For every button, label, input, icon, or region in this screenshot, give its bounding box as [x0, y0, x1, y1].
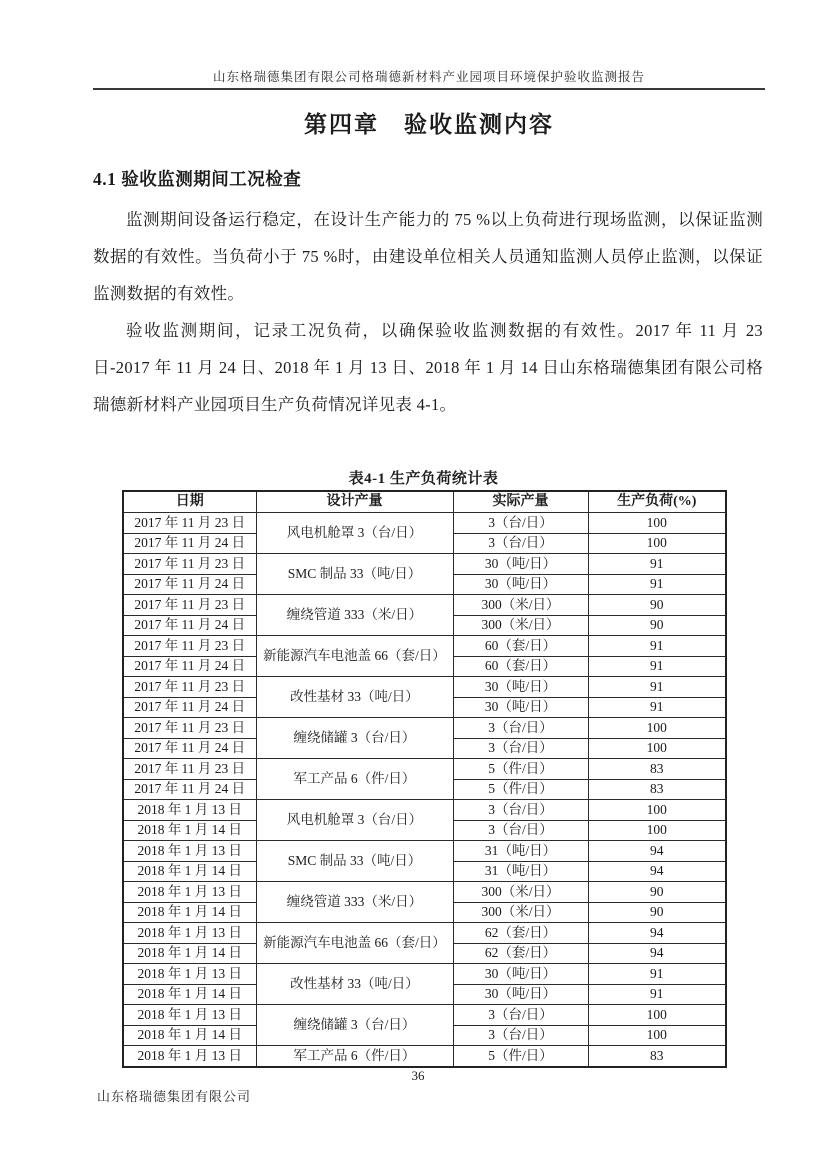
production-load-cell: 90 — [588, 902, 726, 923]
table-row — [123, 1046, 726, 1067]
actual-output-cell: 60（套/日） — [453, 656, 588, 677]
production-load-cell: 91 — [588, 677, 726, 698]
table-row — [123, 513, 726, 534]
date-cell: 2018 年 1 月 13 日 — [123, 1005, 256, 1026]
actual-output-cell: 31（吨/日） — [453, 841, 588, 862]
design-output-cell: 军工产品 6（件/日） — [256, 759, 453, 800]
header-divider — [93, 88, 765, 90]
date-cell: 2017 年 11 月 24 日 — [123, 779, 256, 800]
production-load-cell: 91 — [588, 984, 726, 1005]
date-cell: 2018 年 1 月 13 日 — [123, 923, 256, 944]
production-load-cell: 91 — [588, 964, 726, 985]
actual-output-cell: 62（套/日） — [453, 923, 588, 944]
production-load-cell: 100 — [588, 820, 726, 841]
actual-output-cell: 31（吨/日） — [453, 861, 588, 882]
production-load-cell: 83 — [588, 759, 726, 780]
production-load-cell: 91 — [588, 697, 726, 718]
production-load-cell: 83 — [588, 779, 726, 800]
production-load-cell: 90 — [588, 595, 726, 616]
table-row — [123, 841, 726, 862]
actual-output-cell: 3（台/日） — [453, 738, 588, 759]
actual-output-cell: 30（吨/日） — [453, 984, 588, 1005]
production-load-cell: 91 — [588, 656, 726, 677]
table-caption: 表4-1 生产负荷统计表 — [348, 471, 499, 487]
design-output-cell: SMC 制品 33（吨/日） — [256, 554, 453, 595]
production-load-cell: 91 — [588, 554, 726, 575]
actual-output-cell: 30（吨/日） — [453, 964, 588, 985]
table-row — [123, 800, 726, 821]
date-cell: 2018 年 1 月 13 日 — [123, 841, 256, 862]
actual-output-cell: 300（米/日） — [453, 615, 588, 636]
date-cell: 2017 年 11 月 23 日 — [123, 595, 256, 616]
production-load-cell: 100 — [588, 513, 726, 534]
column-header-date: 日期 — [123, 491, 256, 513]
production-load-cell: 91 — [588, 574, 726, 595]
chapter-title: 第四章 验收监测内容 — [304, 112, 554, 137]
design-output-cell: 改性基材 33（吨/日） — [256, 964, 453, 1005]
table-row — [123, 677, 726, 698]
date-cell: 2017 年 11 月 24 日 — [123, 738, 256, 759]
section-heading: 4.1 验收监测期间工况检查 — [93, 169, 302, 189]
production-load-table — [122, 490, 727, 1068]
actual-output-cell: 60（套/日） — [453, 636, 588, 657]
design-output-cell: 风电机舱罩 3（台/日） — [256, 513, 453, 554]
actual-output-cell: 3（台/日） — [453, 820, 588, 841]
production-load-cell: 100 — [588, 718, 726, 739]
date-cell: 2017 年 11 月 23 日 — [123, 513, 256, 534]
date-cell: 2018 年 1 月 14 日 — [123, 1025, 256, 1046]
date-cell: 2018 年 1 月 14 日 — [123, 984, 256, 1005]
actual-output-cell: 30（吨/日） — [453, 697, 588, 718]
table-header-row — [123, 491, 726, 513]
table-row — [123, 923, 726, 944]
paragraph-load-record: 验收监测期间，记录工况负荷，以确保验收监测数据的有效性。2017 年 11 月 23 日-2017 年 11 月 24 日、2018 年 1 月 13 日、2018 年 1 月 14 日山东格瑞德集团有限公司格瑞德新材料产业园项目生产负荷情况详见表 4-1。 — [93, 321, 763, 414]
date-cell: 2018 年 1 月 13 日 — [123, 964, 256, 985]
column-header-production-load: 生产负荷(%) — [588, 491, 726, 513]
date-cell: 2017 年 11 月 24 日 — [123, 615, 256, 636]
date-cell: 2017 年 11 月 24 日 — [123, 533, 256, 554]
production-load-cell: 94 — [588, 861, 726, 882]
production-load-cell: 100 — [588, 1025, 726, 1046]
design-output-cell: 新能源汽车电池盖 66（套/日） — [256, 923, 453, 964]
column-header-actual-output: 实际产量 — [453, 491, 588, 513]
table-row — [123, 882, 726, 903]
date-cell: 2018 年 1 月 13 日 — [123, 1046, 256, 1067]
date-cell: 2018 年 1 月 13 日 — [123, 882, 256, 903]
actual-output-cell: 3（台/日） — [453, 533, 588, 554]
body-text-block — [93, 201, 763, 423]
actual-output-cell: 30（吨/日） — [453, 574, 588, 595]
date-cell: 2018 年 1 月 14 日 — [123, 943, 256, 964]
design-output-cell: 缠绕储罐 3（台/日） — [256, 718, 453, 759]
date-cell: 2017 年 11 月 23 日 — [123, 718, 256, 739]
actual-output-cell: 3（台/日） — [453, 1025, 588, 1046]
date-cell: 2017 年 11 月 24 日 — [123, 574, 256, 595]
actual-output-cell: 62（套/日） — [453, 943, 588, 964]
paragraph-monitoring-conditions: 监测期间设备运行稳定，在设计生产能力的 75 %以上负荷进行现场监测，以保证监测数据的有效性。当负荷小于 75 %时，由建设单位相关人员通知监测人员停止监测，以保证监测数据的有效性。 — [93, 210, 763, 303]
table-row — [123, 595, 726, 616]
page-number: 36 — [411, 1068, 425, 1083]
date-cell: 2017 年 11 月 23 日 — [123, 554, 256, 575]
design-output-cell: 风电机舱罩 3（台/日） — [256, 800, 453, 841]
design-output-cell: 新能源汽车电池盖 66（套/日） — [256, 636, 453, 677]
production-load-cell: 100 — [588, 738, 726, 759]
actual-output-cell: 300（米/日） — [453, 882, 588, 903]
production-load-cell: 94 — [588, 841, 726, 862]
design-output-cell: 军工产品 6（件/日） — [256, 1046, 453, 1067]
table-row — [123, 964, 726, 985]
date-cell: 2017 年 11 月 24 日 — [123, 697, 256, 718]
production-load-cell: 100 — [588, 1005, 726, 1026]
actual-output-cell: 3（台/日） — [453, 1005, 588, 1026]
design-output-cell: SMC 制品 33（吨/日） — [256, 841, 453, 882]
actual-output-cell: 300（米/日） — [453, 595, 588, 616]
table-row — [123, 1005, 726, 1026]
actual-output-cell: 3（台/日） — [453, 800, 588, 821]
actual-output-cell: 5（件/日） — [453, 779, 588, 800]
table-row — [123, 636, 726, 657]
production-load-cell: 91 — [588, 636, 726, 657]
column-header-design-output: 设计产量 — [256, 491, 453, 513]
date-cell: 2018 年 1 月 13 日 — [123, 800, 256, 821]
date-cell: 2018 年 1 月 14 日 — [123, 820, 256, 841]
production-load-cell: 90 — [588, 882, 726, 903]
production-load-cell: 90 — [588, 615, 726, 636]
actual-output-cell: 3（台/日） — [453, 718, 588, 739]
table-row — [123, 759, 726, 780]
production-load-cell: 83 — [588, 1046, 726, 1067]
production-load-cell: 100 — [588, 800, 726, 821]
design-output-cell: 缠绕管道 333（米/日） — [256, 882, 453, 923]
table-row — [123, 718, 726, 739]
date-cell: 2018 年 1 月 14 日 — [123, 861, 256, 882]
production-load-cell: 100 — [588, 533, 726, 554]
date-cell: 2017 年 11 月 23 日 — [123, 636, 256, 657]
design-output-cell: 缠绕储罐 3（台/日） — [256, 1005, 453, 1046]
design-output-cell: 缠绕管道 333（米/日） — [256, 595, 453, 636]
document-header-title: 山东格瑞德集团有限公司格瑞德新材料产业园项目环境保护验收监测报告 — [212, 70, 645, 84]
date-cell: 2017 年 11 月 23 日 — [123, 677, 256, 698]
date-cell: 2017 年 11 月 24 日 — [123, 656, 256, 677]
production-load-cell: 94 — [588, 943, 726, 964]
design-output-cell: 改性基材 33（吨/日） — [256, 677, 453, 718]
table-row — [123, 554, 726, 575]
actual-output-cell: 3（台/日） — [453, 513, 588, 534]
footer-company-name: 山东格瑞德集团有限公司 — [97, 1089, 252, 1104]
date-cell: 2017 年 11 月 23 日 — [123, 759, 256, 780]
actual-output-cell: 30（吨/日） — [453, 677, 588, 698]
actual-output-cell: 5（件/日） — [453, 1046, 588, 1067]
actual-output-cell: 30（吨/日） — [453, 554, 588, 575]
date-cell: 2018 年 1 月 14 日 — [123, 902, 256, 923]
production-load-cell: 94 — [588, 923, 726, 944]
actual-output-cell: 300（米/日） — [453, 902, 588, 923]
actual-output-cell: 5（件/日） — [453, 759, 588, 780]
